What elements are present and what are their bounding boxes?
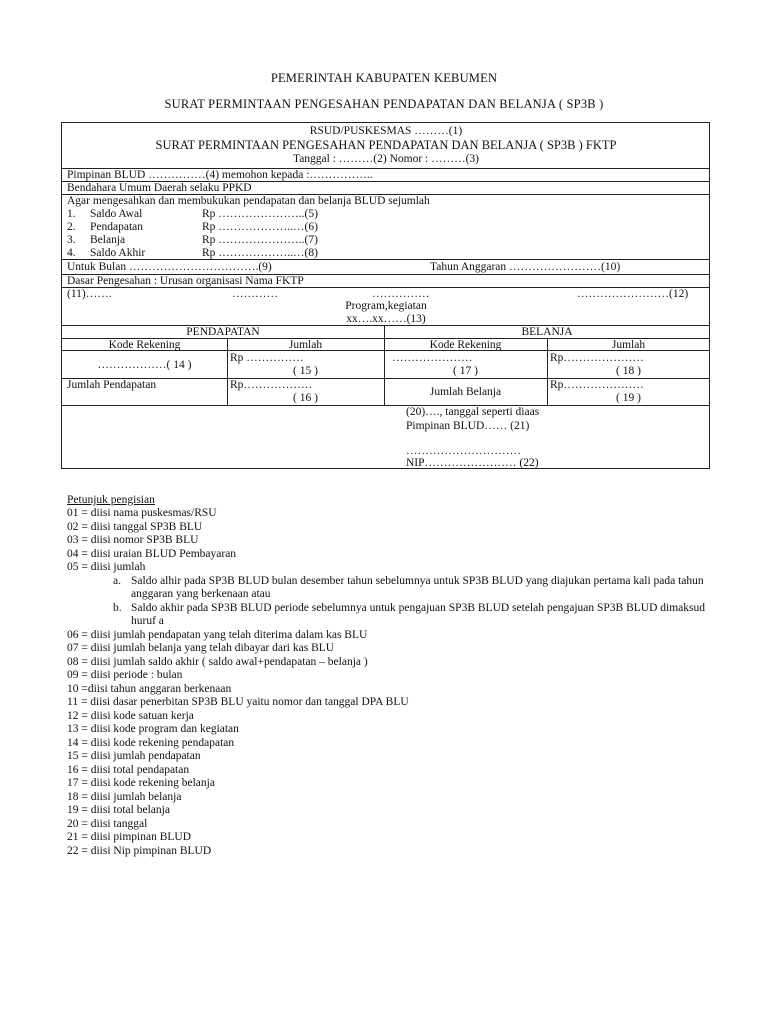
- field-16: ( 16 ): [293, 392, 318, 404]
- field-11: (11)…….: [67, 288, 112, 300]
- item-label: Saldo Awal: [90, 208, 143, 220]
- instruction-line: 04 = diisi uraian BLUD Pembayaran: [67, 547, 237, 560]
- row-divider: [62, 405, 709, 406]
- item-value: Rp ………………..…(6): [202, 221, 318, 233]
- jumlah-belanja-label: Jumlah Belanja: [429, 386, 502, 398]
- item-no: 1.: [67, 208, 76, 220]
- instruction-line: 09 = diisi periode : bulan: [67, 669, 183, 681]
- tahun-anggaran: Tahun Anggaran ……………………(10): [430, 261, 621, 273]
- instruction-line: 17 = diisi kode rekening belanja: [67, 777, 215, 789]
- field-18: ( 18 ): [616, 365, 641, 377]
- signature-pimpinan: Pimpinan BLUD…… (21): [406, 420, 530, 432]
- instruction-line: 18 = diisi jumlah belanja: [67, 790, 182, 803]
- form-date-number: Tanggal : ………(2) Nomor : ………(3): [292, 153, 480, 165]
- subitem-marker: b.: [113, 601, 122, 614]
- jumlah-pendapatan-label: Jumlah Pendapatan: [67, 379, 157, 391]
- instruction-line: 06 = diisi jumlah pendapatan yang telah diterima dalam kas BLU: [67, 628, 368, 641]
- field-19: ( 19 ): [616, 392, 641, 404]
- instruction-line: 13 = diisi kode program dan kegiatan: [67, 723, 239, 735]
- instruction-line: 08 = diisi jumlah saldo akhir ( saldo awal+pendapatan – belanja ): [67, 655, 368, 668]
- program-code: xx….xx……(13): [346, 313, 426, 325]
- signature-line: …………………………: [406, 445, 521, 457]
- bendahara-line: Bendahara Umum Daerah selaku PPKD: [67, 182, 252, 194]
- jumlah-pendapatan-cell: Rp ……………: [230, 352, 304, 364]
- item-value: Rp ………………..…(8): [202, 247, 318, 259]
- sp3b-form: [61, 122, 710, 469]
- government-header: PEMERINTAH KABUPATEN KEBUMEN: [270, 71, 498, 85]
- instruction-line: 15 = diisi jumlah pendapatan: [67, 750, 201, 762]
- instruction-line: 05 = diisi jumlah: [67, 561, 146, 573]
- pimpinan-line: Pimpinan BLUD ……………(4) memohon kepada :……………..: [67, 169, 373, 181]
- instruction-line: 11 = diisi dasar penerbitan SP3B BLU yaitu nomor dan tanggal DPA BLU: [67, 696, 409, 708]
- item-value: Rp …………………..(7): [202, 234, 318, 246]
- kode-rekening-header: Kode Rekening: [429, 339, 502, 351]
- jumlah-header: Jumlah: [288, 339, 323, 351]
- item-label: Pendapatan: [90, 221, 144, 233]
- instruction-line: 14 = diisi kode rekening pendapatan: [67, 736, 235, 749]
- jumlah-belanja-cell: Rp…………………: [550, 352, 644, 364]
- untuk-bulan: Untuk Bulan …………………………….(9): [67, 261, 272, 273]
- instruction-line: 22 = diisi Nip pimpinan BLUD: [67, 844, 212, 857]
- kode-pendapatan-cell: ………………( 14 ): [97, 359, 192, 371]
- total-belanja-cell: Rp…………………: [550, 379, 644, 391]
- item-label: Saldo Akhir: [90, 247, 146, 259]
- instruction-line: 19 = diisi total belanja: [67, 804, 170, 816]
- document-title: SURAT PERMINTAAN PENGESAHAN PENDAPATAN DAN BELANJA ( SP3B ): [164, 97, 604, 111]
- jumlah-header: Jumlah: [611, 339, 646, 351]
- item-no: 4.: [67, 247, 76, 259]
- total-pendapatan-cell: Rp………………: [230, 379, 313, 391]
- item-no: 3.: [67, 234, 76, 246]
- instructions-title: Petunjuk pengisian: [67, 494, 155, 506]
- filling-instructions: [67, 493, 747, 858]
- item-label: Belanja: [90, 234, 126, 246]
- dasar-pengesahan: Dasar Pengesahan : Urusan organisasi Nama FKTP: [67, 275, 304, 287]
- form-subtitle: SURAT PERMINTAAN PENGESAHAN PENDAPATAN DAN BELANJA ( SP3B ) FKTP: [155, 138, 617, 152]
- item-value: Rp …………………..(5): [202, 208, 318, 220]
- subitem-text: Saldo akhir pada SP3B BLUD periode sebelumnya untuk pengajuan SP3B BLUD setelah pengajuan SP3B BLUD dimaksud huruf a: [131, 601, 705, 627]
- item-no: 2.: [67, 221, 76, 233]
- belanja-header: BELANJA: [521, 326, 573, 338]
- program-label: Program,kegiatan: [345, 300, 427, 312]
- signature-date: (20)…., tanggal seperti diaas: [406, 406, 540, 418]
- instruction-line: 12 = diisi kode satuan kerja: [67, 709, 194, 722]
- kode-belanja-cell: …………………: [392, 352, 473, 364]
- instruction-line: 02 = diisi tanggal SP3B BLU: [67, 520, 203, 533]
- instruction-line: 10 =diisi tahun anggaran berkenaan: [67, 682, 232, 695]
- field-11-b: …………: [232, 288, 278, 300]
- form-unit: RSUD/PUSKESMAS ………(1): [309, 125, 463, 137]
- instruction-line: 01 = diisi nama puskesmas/RSU: [67, 507, 217, 519]
- instruction-line: 21 = diisi pimpinan BLUD: [67, 831, 192, 843]
- agar-line: Agar mengesahkan dan membukukan pendapatan dan belanja BLUD sejumlah: [67, 195, 430, 207]
- kode-rekening-header: Kode Rekening: [108, 339, 181, 351]
- field-15: ( 15 ): [293, 365, 318, 377]
- instruction-line: 16 = diisi total pendapatan: [67, 763, 190, 776]
- field-11-c: ……………: [372, 288, 430, 300]
- field-17: ( 17 ): [453, 365, 478, 377]
- subitem-text: Saldo alhir pada SP3B BLUD bulan desember tahun sebelumnya untuk SP3B BLUD yang diajukan pertama kali pada tahun anggaran yang berkenaan atau: [131, 574, 704, 600]
- row-divider: [62, 259, 709, 260]
- instruction-line: 07 = diisi jumlah belanja yang telah dibayar dari kas BLU: [67, 642, 335, 654]
- instruction-line: 03 = diisi nomor SP3B BLU: [67, 534, 199, 546]
- instruction-subitem: [67, 602, 747, 629]
- signature-nip: NIP…………………… (22): [406, 457, 539, 469]
- field-12: ……………………(12): [577, 288, 689, 300]
- pendapatan-header: PENDAPATAN: [186, 326, 260, 338]
- subitem-marker: a.: [113, 574, 121, 587]
- instruction-subitem: [67, 575, 747, 602]
- instruction-line: 20 = diisi tanggal: [67, 817, 148, 830]
